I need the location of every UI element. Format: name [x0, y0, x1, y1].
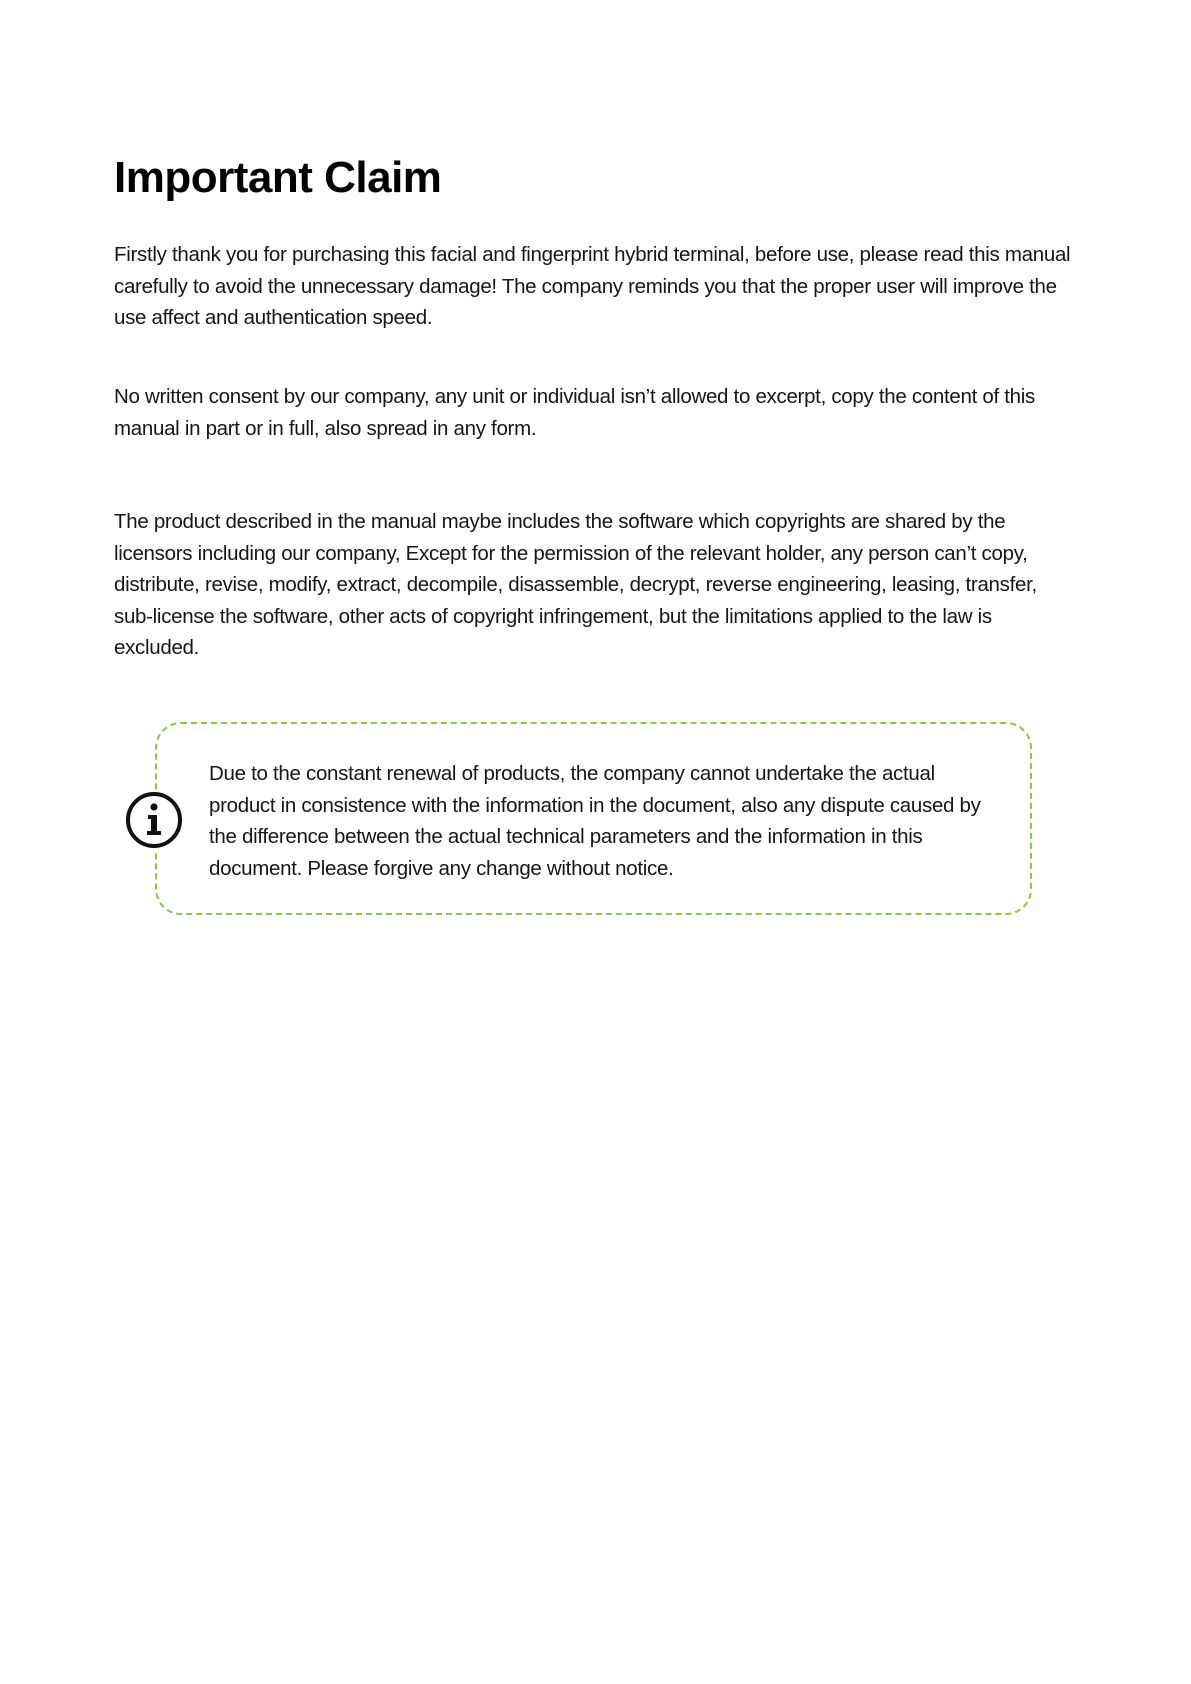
- info-icon: [124, 790, 184, 850]
- notice-text: Due to the constant renewal of products, the company cannot undertake the actual product in consistence with the information in the document, also any dispute caused by the difference between the actual technical parameters and the information in this document. Please forgive any change without notice.: [209, 762, 981, 880]
- page-title: Important Claim: [114, 153, 442, 202]
- paragraph-purchase-thanks: Firstly thank you for purchasing this facial and fingerprint hybrid terminal, before use, please read this manual carefully to avoid the unnecessary damage! The company reminds you that the proper user will improve the use affect and authentication speed.: [114, 243, 1071, 329]
- paragraph-copy-consent: No written consent by our company, any unit or individual isn’t allowed to excerpt, copy the content of this manual in part or in full, also spread in any form.: [114, 385, 1035, 440]
- paragraph-software-copyright: The product described in the manual maybe includes the software which copyrights are shared by the licensors including our company, Except for the permission of the relevant holder, any person can’t copy, distribute, revise, modify, extract, decompile, disassemble, decrypt, reverse engineering, leasing, transfer, sub-license the software, other acts of copyright infringement, but the limitations applied to the law is excluded.: [114, 510, 1037, 659]
